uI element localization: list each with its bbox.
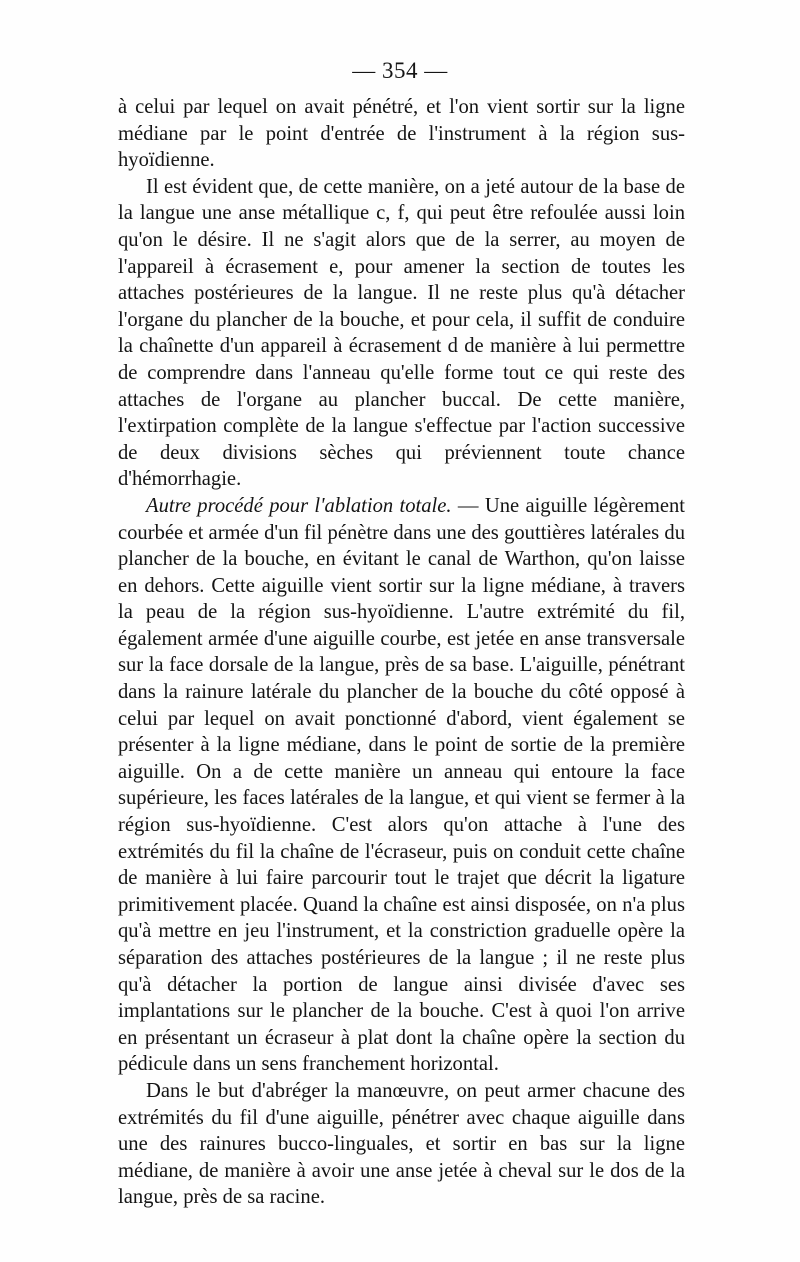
- page-number: — 354 —: [352, 58, 448, 83]
- paragraph-2: Il est évident que, de cette manière, on a jeté autour de la base de la langue une anse métallique c, f, qui peut être refoulée aussi loin qu'on le désire. Il ne s'agit alors que de la serrer, au moyen de l'appareil à écrasement e, pour amener la section de toutes les attaches postérieures de la langue. Il ne reste plus qu'à détacher l'organe du plancher de la bouche, et pour cela, il suffit de conduire la chaînette d'un appareil à écrasement d de manière à lui permettre de comprendre dans l'anneau qu'elle forme tout ce qui reste des attaches de l'organe au plancher buccal. De cette manière, l'extirpation complète de la langue s'effectue par l'action successive de deux divisions sèches qui préviennent toute chance d'hémorrhagie.: [118, 175, 685, 491]
- body-text: [118, 94, 685, 1211]
- paragraph-3: [118, 493, 685, 1078]
- section-heading: Autre procédé pour l'ablation totale.: [146, 494, 452, 517]
- paragraph-4: Dans le but d'abréger la manœuvre, on peut armer chacune des extrémités du fil d'une aiguille, pénétrer avec chaque aiguille dans une des rainures bucco-linguales, et sortir en bas sur la ligne médiane, de manière à avoir une anse jetée à cheval sur le dos de la langue, près de sa racine.: [118, 1079, 685, 1209]
- paragraph-1: à celui par lequel on avait pénétré, et l'on vient sortir sur la ligne médiane par le point d'entrée de l'instrument à la région sus-hyoïdienne.: [118, 96, 685, 172]
- paragraph-3-text: — Une aiguille légèrement courbée et armée d'un fil pénètre dans une des gouttières latérales du plancher de la bouche, en évitant le canal de Warthon, qu'on laisse en dehors. Cette aiguille vient sortir sur la ligne médiane, à travers la peau de la région sus-hyoïdienne. L'autre extrémité du fil, également armée d'une aiguille courbe, est jetée en anse transversale sur la face dorsale de la langue, près de sa base. L'aiguille, pénétrant dans la rainure latérale du plancher de la bouche du côté opposé à celui par lequel on avait ponctionné d'abord, vient également se présenter à la ligne médiane, dans le point de sortie de la première aiguille. On a de cette manière un anneau qui entoure la face supérieure, les faces latérales de la langue, et qui vient se fermer à la région sus-hyoïdienne. C'est alors qu'on attache à l'une des extrémités du fil la chaîne de l'écraseur, puis on conduit cette chaîne de manière à lui faire parcourir tout le trajet que décrit la ligature primitivement placée. Quand la chaîne est ainsi disposée, on n'a plus qu'à mettre en jeu l'instrument, et la constriction graduelle opère la séparation des attaches postérieures de la langue ; il ne reste plus qu'à détacher la portion de langue ainsi divisée d'avec ses implantations sur le plancher de la bouche. C'est à quoi l'on arrive en présentant un écraseur à plat dont la chaîne opère la section du pédicule dans un sens franchement horizontal.: [118, 494, 686, 1076]
